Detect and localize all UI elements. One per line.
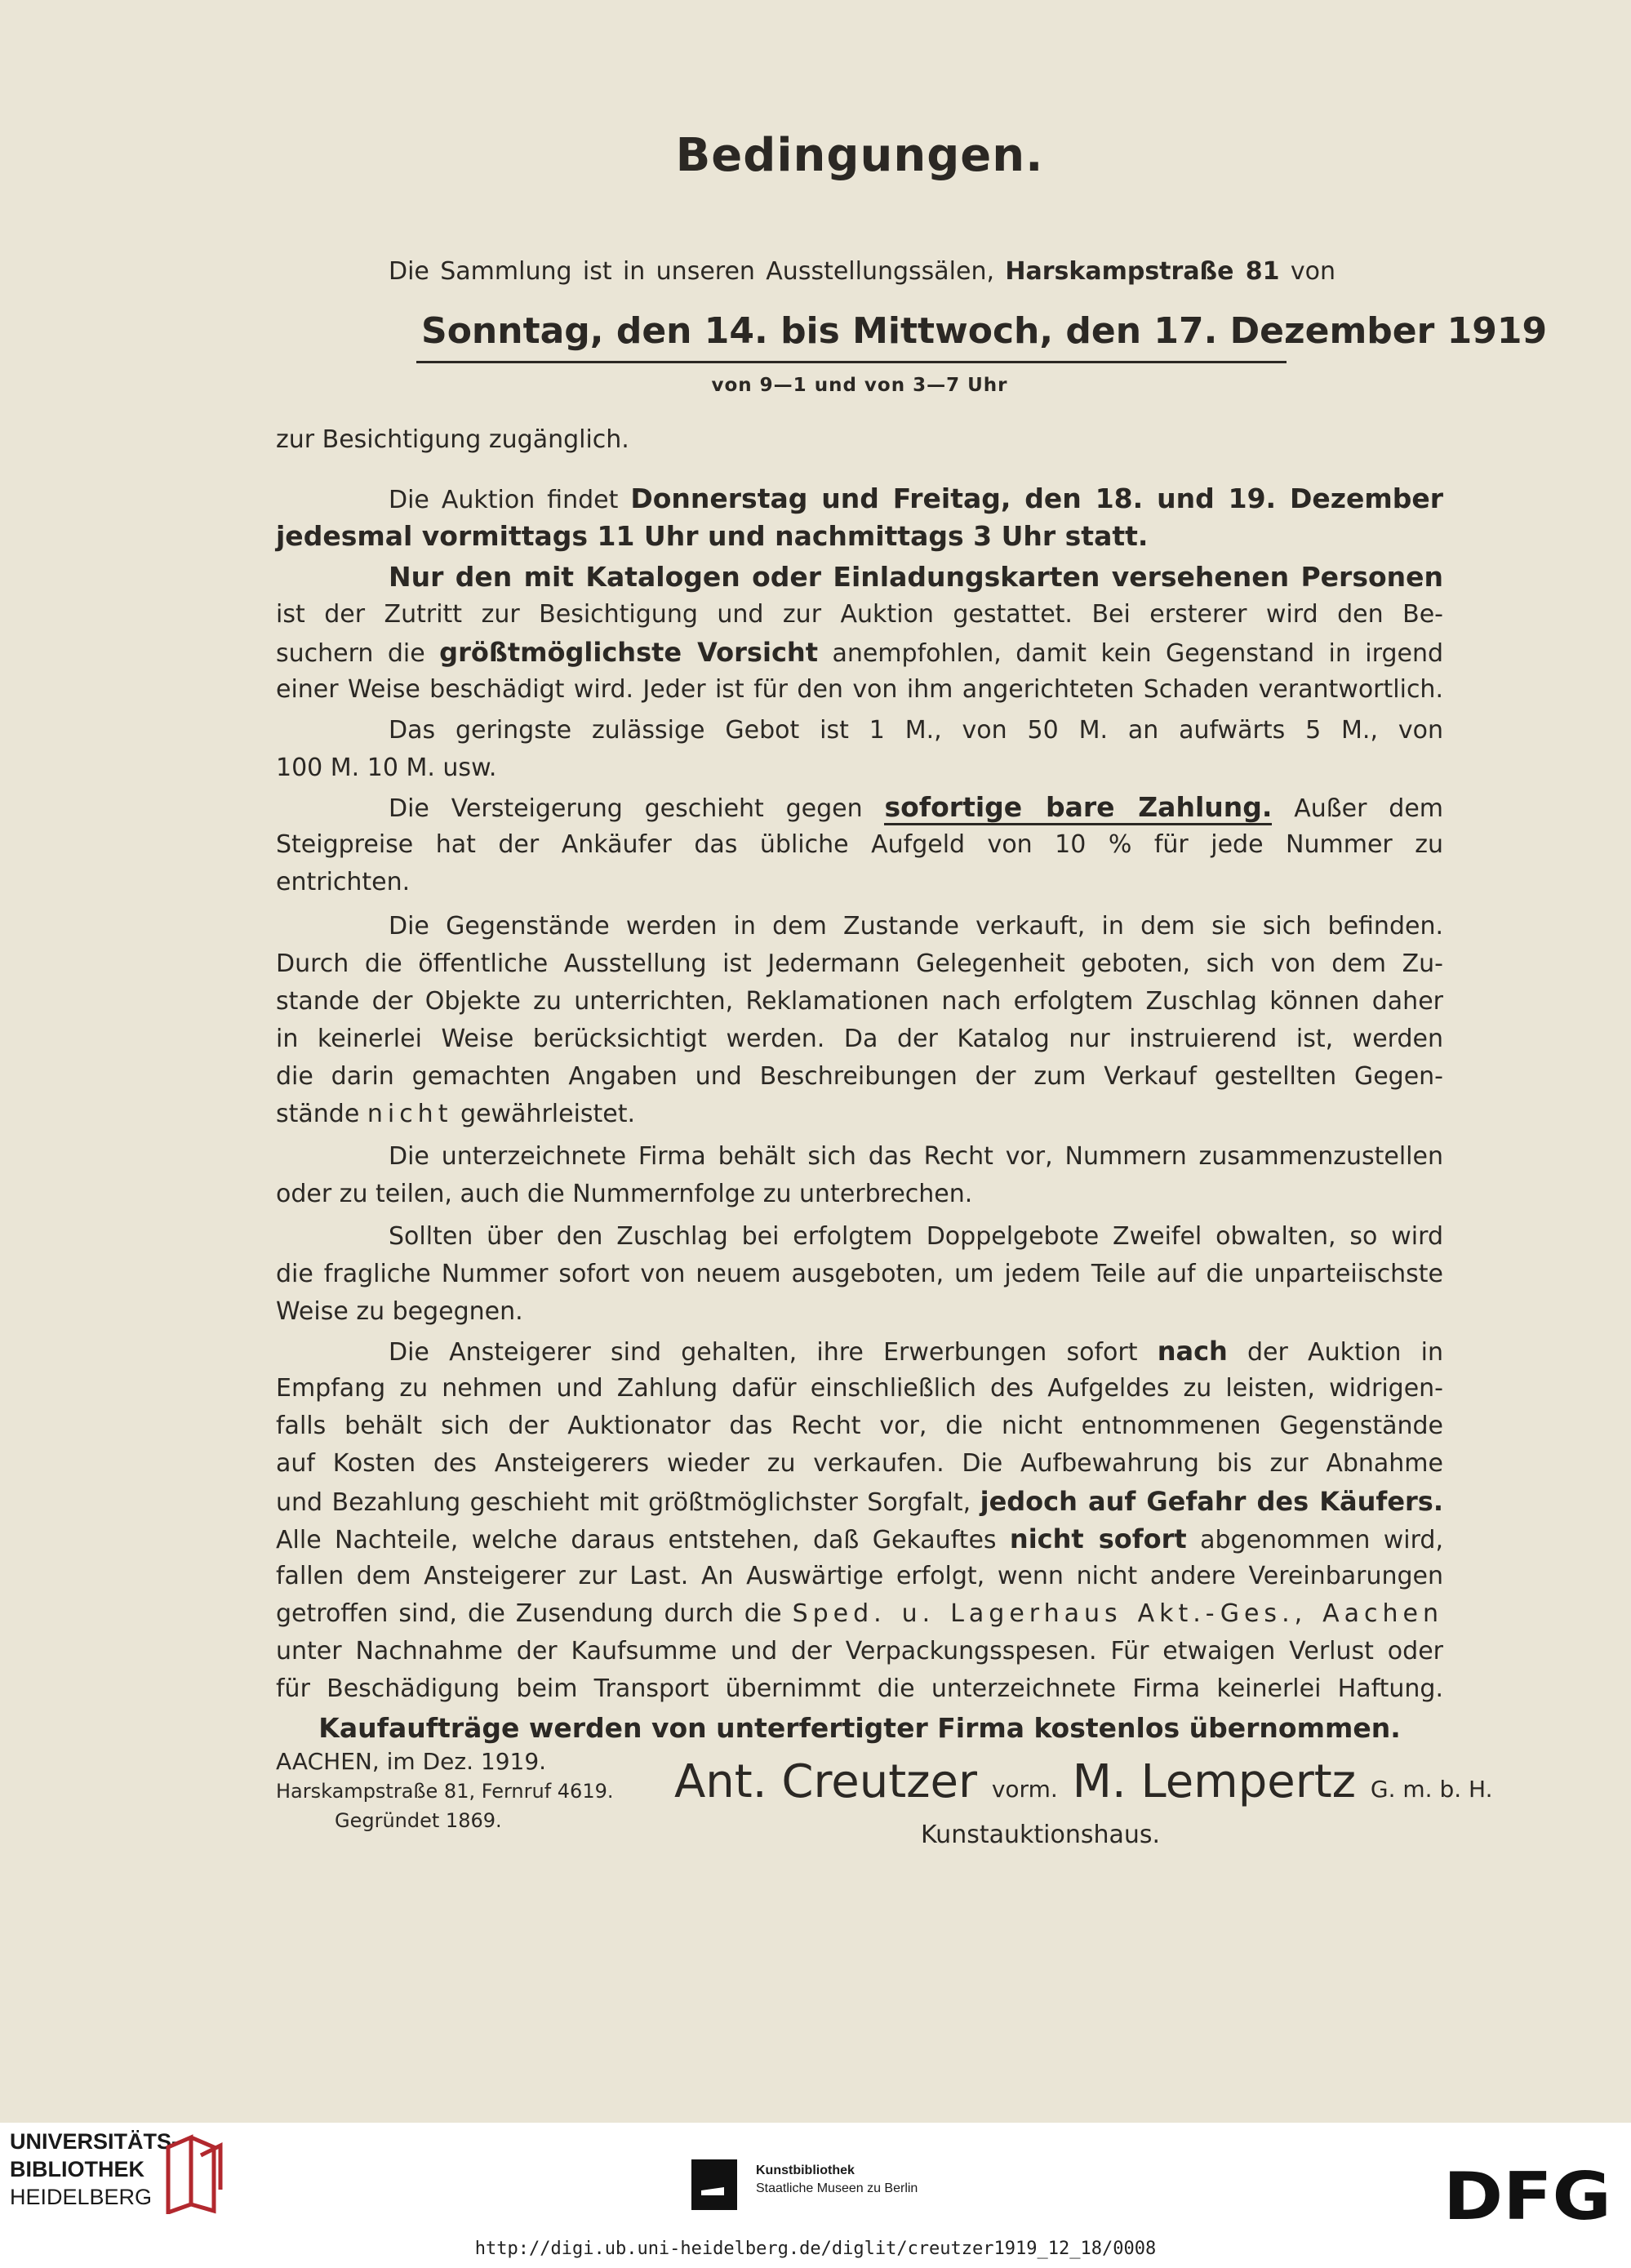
paragraph-line <box>389 1332 1443 1370</box>
risk-emphasis: jedoch auf Gefahr des Käufers. <box>980 1486 1444 1517</box>
paragraph-line: ist der Zutritt zur Besichtigung und zur Auktion gestattet. Bei ersterer wird den Be- <box>276 600 1443 629</box>
logo-text: BIBLIOTHEK <box>10 2157 144 2181</box>
paragraph-line: fallen dem Ansteigerer zur Last. An Auswärtige erfolgt, wenn nicht andere Vereinbarungen <box>276 1562 1443 1590</box>
paragraph-line: unter Nachnahme der Kaufsumme und der Verpackungsspesen. Für etwaigen Verlust oder <box>276 1637 1443 1665</box>
text-span: Die Ansteigerer sind gehalten, ihre Erwerbungen sofort <box>389 1338 1138 1367</box>
page-title: Bedingungen. <box>675 129 1044 182</box>
dfg-logo[interactable] <box>1443 2163 1615 2226</box>
paragraph-line: Weise zu begegnen. <box>276 1297 523 1326</box>
logo-text: UNIVERSITÄTS- <box>10 2129 180 2154</box>
paragraph-line: Die unterzeichnete Firma behält sich das Recht vor, Nummern zusammenzustellen <box>389 1142 1443 1171</box>
paragraph-line <box>389 480 1443 518</box>
street-address: Harskampstraße 81, Fernruf 4619. <box>276 1780 614 1803</box>
text-span: Die Sammlung ist in unseren Ausstellungssälen, <box>389 257 995 286</box>
paragraph-line: einer Weise beschädigt wird. Jeder ist für den von ihm angerichteten Schaden verantwortlich. <box>276 675 1443 704</box>
place-and-address <box>276 1747 660 1835</box>
paragraph-line <box>389 789 1443 826</box>
kunstbibliothek-text <box>756 2162 918 2198</box>
paragraph-line <box>276 1483 1443 1520</box>
address-emphasis: Harskampstraße 81 <box>1005 257 1280 286</box>
firm-vorm: vorm. <box>991 1776 1058 1803</box>
text-span: und Bezahlung geschieht mit größtmöglichster Sorgfalt, <box>276 1488 971 1517</box>
paragraph-line: 100 M. 10 M. usw. <box>276 754 497 782</box>
paragraph-line: stande der Objekte zu unterrichten, Reklamationen nach erfolgtem Zuschlag können daher <box>276 987 1443 1016</box>
date-underline <box>416 361 1287 363</box>
closing-note: Kaufaufträge werden von unterfertigter Firma kostenlos übernommen. <box>318 1712 1401 1744</box>
paragraph-line: Empfang zu nehmen und Zahlung dafür einschließlich des Aufgeldes zu leisten, widrigen- <box>276 1374 1443 1403</box>
paragraph-line: Steigpreise hat der Ankäufer das übliche Aufgeld von 10 % für jede Nummer zu <box>276 830 1443 859</box>
dfg-logo-text: DFG <box>1443 2163 1611 2226</box>
paragraph-line: jedesmal vormittags 11 Uhr und nachmittags 3 Uhr statt. <box>276 520 1149 552</box>
text-span: Alle Nachteile, welche daraus entstehen, daß Gekauftes <box>276 1526 997 1554</box>
logo-text: HEIDELBERG <box>10 2185 153 2209</box>
paragraph-line: entrichten. <box>276 868 411 896</box>
shipper-spaced: Sped. u. Lagerhaus Akt.-Ges., Aachen <box>792 1599 1444 1628</box>
paragraph-line <box>276 1096 1443 1133</box>
paragraph-line: für Beschädigung beim Transport übernimmt die unterzeichnete Firma keinerlei Haftung. <box>276 1674 1443 1703</box>
firm-name <box>674 1755 1493 1808</box>
text-span: Außer dem <box>1294 794 1443 823</box>
nach-emphasis: nach <box>1157 1336 1228 1367</box>
paragraph-line: Nur den mit Katalogen oder Einladungskarten versehenen Personen <box>389 561 1443 593</box>
paragraph-line: Sollten über den Zuschlag bei erfolgtem Doppelgebote Zweifel obwalten, so wird <box>389 1222 1443 1251</box>
text-span: anempfohlen, damit kein Gegenstand in irgend <box>832 639 1443 668</box>
spaced-emphasis: nicht <box>367 1100 453 1128</box>
text-span: stände <box>276 1100 360 1128</box>
paragraph-line: zur Besichtigung zugänglich. <box>276 425 629 454</box>
paragraph-line: oder zu teilen, auch die Nummernfolge zu unterbrechen. <box>276 1180 973 1208</box>
paragraph-line: auf Kosten des Ansteigerers wieder zu verkaufen. Die Aufbewahrung bis zur Abnahme <box>276 1449 1443 1478</box>
paragraph-line: in keinerlei Weise berücksichtigt werden. Da der Katalog nur instruierend ist, werden <box>276 1025 1443 1053</box>
caution-emphasis: größtmöglichste Vorsicht <box>439 637 818 668</box>
paragraph-line <box>276 1520 1443 1558</box>
exhibition-dates: Sonntag, den 14. bis Mittwoch, den 17. Dezember 1919 <box>421 310 1548 352</box>
paragraph-line: die darin gemachten Angaben und Beschreibungen der zum Verkauf gestellten Gegen- <box>276 1062 1443 1091</box>
permalink-url[interactable]: http://digi.ub.uni-heidelberg.de/diglit/creutzer1919_12_18/0008 <box>474 2239 1157 2259</box>
firm-subtitle: Kunstauktionshaus. <box>921 1821 1161 1849</box>
text-span: abgenommen wird, <box>1200 1526 1443 1554</box>
text-span: der Auktion in <box>1247 1338 1443 1367</box>
paragraph-line: Die Gegenstände werden in dem Zustande verkauft, in dem sie sich befinden. <box>389 912 1443 941</box>
text-span: von <box>1290 257 1335 286</box>
firm-name-part: M. Lempertz <box>1072 1755 1357 1808</box>
logo-text: Staatliche Museen zu Berlin <box>756 2181 918 2195</box>
place-date: AACHEN, im Dez. 1919. <box>276 1748 547 1775</box>
founded-year: Gegründet 1869. <box>335 1809 502 1832</box>
text-span: gewährleistet. <box>460 1100 636 1128</box>
paragraph-line: Durch die öffentliche Ausstellung ist Jedermann Gelegenheit geboten, sich von dem Zu- <box>276 949 1443 978</box>
pickup-emphasis: nicht sofort <box>1009 1523 1187 1554</box>
auction-dates-emphasis: Donnerstag und Freitag, den 18. und 19. Dezember <box>630 483 1444 514</box>
ub-book-icon <box>160 2132 225 2214</box>
text-span: getroffen sind, die Zusendung durch die <box>276 1599 782 1628</box>
text-span: Die Auktion findet <box>389 486 619 514</box>
opening-hours: von 9—1 und von 3—7 Uhr <box>711 375 1008 396</box>
paragraph-line <box>389 253 1335 291</box>
paragraph-line: Das geringste zulässige Gebot ist 1 M., von 50 M. an aufwärts 5 M., von <box>389 716 1443 745</box>
paragraph-line <box>276 1595 1443 1633</box>
kunstbibliothek-logo-icon <box>691 2159 737 2210</box>
payment-emphasis: sofortige bare Zahlung. <box>884 791 1272 825</box>
firm-legal-form: G. m. b. H. <box>1370 1776 1493 1803</box>
paragraph-line: falls behält sich der Auktionator das Recht vor, die nicht entnommenen Gegenstände <box>276 1412 1443 1440</box>
paragraph-line: die fragliche Nummer sofort von neuem ausgeboten, um jedem Teile auf die unparteiischste <box>276 1260 1443 1288</box>
paragraph-line <box>276 634 1443 671</box>
text-span: Die Versteigerung geschieht gegen <box>389 794 863 823</box>
logo-text: Kunstbibliothek <box>756 2163 855 2177</box>
firm-name-part: Ant. Creutzer <box>674 1755 978 1808</box>
text-span: suchern die <box>276 639 425 668</box>
